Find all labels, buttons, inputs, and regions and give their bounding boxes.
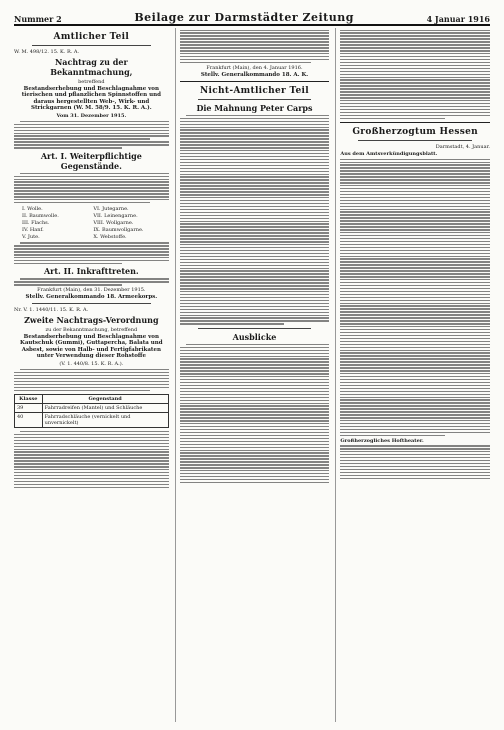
list-item: II. Baumwolle.: [22, 212, 59, 219]
column-1: [14, 28, 169, 722]
place-date-2: Frankfurt (Main), den 4. Januar 1916.: [206, 64, 303, 71]
table-cell: Fahrradreifen (Mantel) und Schläuche: [42, 403, 168, 412]
dateline: Darmstadt, 4. Januar.: [435, 144, 490, 151]
article-2-body: [180, 344, 330, 483]
article-title: Die Mahnung Peter Carps: [196, 102, 313, 113]
signer-2: Stellv. Generalkommando 18. A. K.: [200, 71, 309, 78]
article-body: [180, 115, 330, 325]
table-row: [15, 403, 169, 412]
place-date: Frankfurt (Main), den 31. Dezember 1915.: [37, 287, 146, 294]
notice-2-heading: Bestandserhebung und Beschlagnahme von Kautschuk (Gummi), Guttapercha, Balata und Asbest, sowie von Halb- und Fertigfabrikaten unter Verwendung dieser Rohstoffe: [20, 334, 163, 360]
continued-text-3: [340, 30, 490, 120]
subheading-1: Aus dem Amtsverkündigungsblatt.: [340, 151, 438, 158]
reference-number-2: Nr. V. 1. 1440/11. 15. K. R. A.: [14, 307, 89, 314]
article-1-heading: Art. I. Weiterpflichtige Gegenstände.: [40, 150, 142, 171]
list-item: VIII. Wollgarne.: [93, 219, 134, 226]
list-item: IV. Hanf.: [22, 226, 44, 233]
issue-number: Nummer 2: [14, 14, 62, 24]
notice-body: [14, 121, 169, 149]
notice-title: Nachtrag zu der Bekanntmachung,: [50, 57, 133, 77]
section-heading-nichtamtlich: Nicht-Amtlicher Teil: [200, 85, 309, 96]
table-cell: Fahrradschläuche (vernickelt und unvernickelt): [42, 412, 168, 427]
continued-text: [180, 30, 330, 64]
item-list: [22, 205, 161, 240]
list-item: IX. Baumwollgarne.: [93, 226, 144, 233]
columns: [14, 28, 490, 722]
notice-sub: betreffend: [78, 79, 105, 85]
list-item: V. Jute.: [22, 233, 40, 240]
list-item: III. Flachs.: [22, 219, 50, 226]
notice-date: Vom 31. Dezember 1915.: [56, 113, 127, 120]
list-item: VI. Jutegarne.: [93, 205, 129, 212]
signer: Stellv. Generalkommando 18. Armeekorps.: [25, 294, 158, 301]
notice-2-ref: (V. 1. 440/8. 15. K. R. A.).: [59, 361, 124, 368]
column-3: [335, 28, 490, 722]
column-2: [175, 28, 330, 722]
newspaper-title: Beilage zur Darmstädter Zeitung: [134, 11, 354, 24]
subheading-2: Großherzogliches Hoftheater.: [340, 437, 424, 444]
masthead: [14, 6, 490, 26]
list-item: X. Webstoffe.: [93, 233, 127, 240]
issue-date: 4 Januar 1916: [426, 14, 490, 24]
reference-number: W. M. 498/12. 15. K. R. A.: [14, 49, 80, 55]
notice-2-sub: zu der Bekanntmachung, betreffend: [45, 327, 138, 334]
table-cell: 40: [15, 412, 43, 427]
article-2-heading: Art. II. Inkrafttreten.: [43, 266, 139, 277]
notice-2-title: Zweite Nachtrags-Verordnung: [24, 315, 159, 326]
list-item: I. Wolle.: [22, 205, 43, 212]
section-heading-hessen: Großherzogtum Hessen: [352, 127, 478, 138]
list-item: VII. Leinengarne.: [93, 212, 138, 219]
table-header: Gegenstand: [42, 394, 168, 403]
table-cell: 39: [15, 403, 43, 412]
article-2-title: Ausblicke: [232, 331, 277, 342]
section-heading-amtlich: Amtlicher Teil: [53, 32, 130, 42]
goods-table: [14, 394, 169, 428]
notice-heading: Bestandserhebung und Beschlagnahme von tierischen und pflanzlichen Spinnstoffen und daraus hergestellten Web-, Wirk- und Strickgarnen (W. M. 58/9. 15. K. R. A.).: [21, 86, 161, 111]
table-header: Klasse: [15, 394, 43, 403]
table-row: [15, 412, 169, 427]
